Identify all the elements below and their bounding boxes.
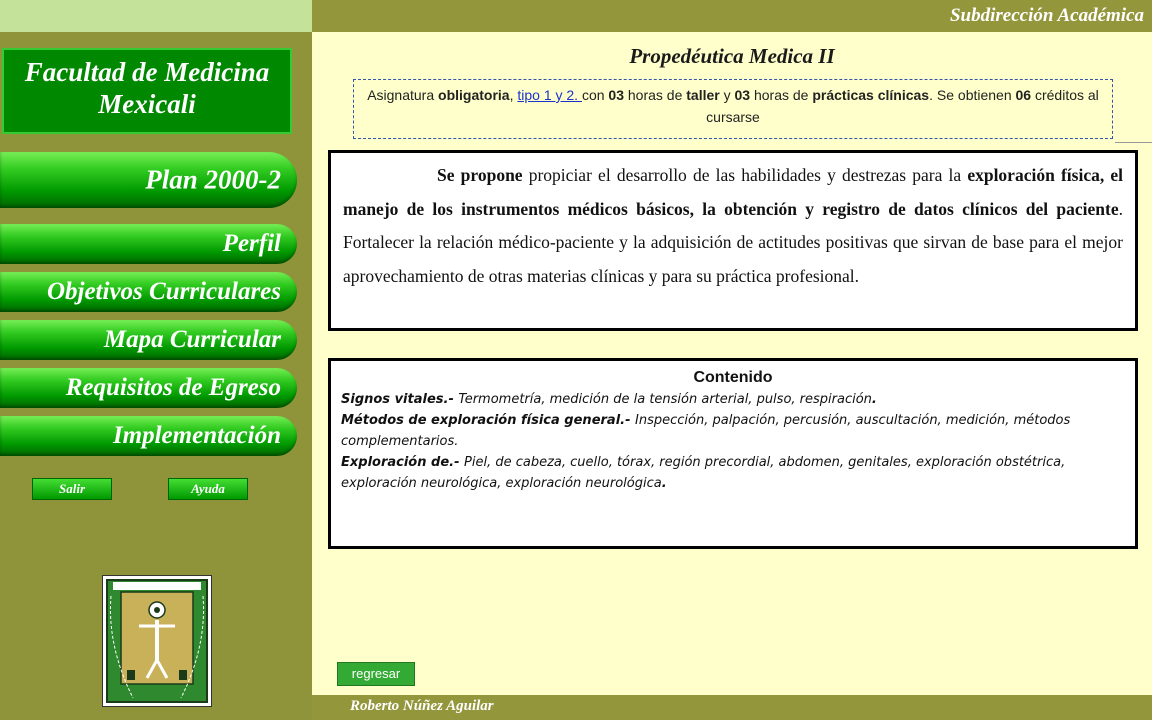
sidebar-item-label: Implementación — [112, 422, 281, 449]
info-bold: prácticas clínicas — [812, 87, 930, 103]
divider — [1115, 142, 1152, 143]
contents-item — [341, 410, 1125, 452]
sidebar-item-requisitos[interactable] — [0, 368, 297, 408]
info-text: , — [509, 87, 518, 103]
info-text: Asignatura — [367, 87, 439, 103]
info-text: créditos al cursarse — [706, 87, 1099, 125]
faculty-title-box — [2, 48, 292, 134]
info-bold: obligatoria — [438, 87, 510, 103]
contents-item — [341, 389, 1125, 410]
type-link[interactable]: tipo 1 y 2. — [517, 87, 582, 103]
info-bold: 06 — [1015, 87, 1032, 103]
faculty-title-line2: Mexicali — [98, 89, 196, 119]
info-text: . Se obtienen — [929, 87, 1016, 103]
sidebar-item-label: Perfil — [222, 230, 281, 257]
seal-graphic — [103, 576, 211, 706]
footer-author: Roberto Núñez Aguilar — [350, 698, 494, 714]
plan-button[interactable] — [0, 152, 297, 208]
info-text: horas de — [624, 87, 687, 103]
header-org: Subdirección Académica — [949, 5, 1144, 26]
info-text: y — [719, 87, 735, 103]
sidebar-item-perfil[interactable] — [0, 224, 297, 264]
course-description — [328, 150, 1138, 331]
back-button[interactable]: regresar — [337, 662, 415, 686]
header-bar — [312, 0, 1152, 32]
page-title: Propedéutica Medica II — [629, 44, 835, 68]
exit-button[interactable]: Salir — [32, 478, 112, 500]
contents-item-text: Inspección, palpación, percusión, auscultación, medición, métodos complementarios. — [341, 413, 1071, 449]
description-bold: exploración física, el manejo de los instrumentos médicos básicos, la obtención y registro de datos clínicos del paciente — [343, 165, 1123, 219]
contents-item-title: Signos vitales.- — [341, 392, 459, 407]
info-text: con — [581, 87, 609, 103]
faculty-title — [4, 56, 290, 120]
course-info — [353, 79, 1113, 139]
sidebar-item-objetivos[interactable] — [0, 272, 297, 312]
contents-heading: Contenido — [693, 369, 773, 386]
contents-item-title: Exploración de.- — [341, 455, 464, 470]
contents-item-end: . — [661, 476, 667, 491]
course-contents — [328, 358, 1138, 549]
main-content — [312, 32, 1152, 695]
contents-item-title: Métodos de exploración física general.- — [341, 413, 636, 428]
contents-item-end: . — [871, 392, 877, 407]
faculty-title-line1: Facultad de Medicina — [24, 57, 270, 87]
top-left-accent — [0, 0, 312, 32]
contents-item — [341, 452, 1125, 494]
university-seal-logo — [102, 575, 212, 707]
plan-label: Plan 2000-2 — [145, 164, 281, 195]
info-text: horas de — [750, 87, 813, 103]
footer-bar — [312, 695, 1152, 720]
sidebar-item-implementacion[interactable] — [0, 416, 297, 456]
help-button[interactable]: Ayuda — [168, 478, 248, 500]
description-text: . Fortalecer la relación médico-paciente y la adquisición de actitudes positivas que sirvan de base para el mejor aprovechamiento de otras materias clínicas y para su práctica profesional. — [343, 198, 1123, 286]
info-bold: taller — [686, 87, 720, 103]
info-bold: 03 — [608, 87, 624, 103]
contents-item-text: Termometría, medición de la tensión arterial, pulso, respiración — [458, 392, 872, 407]
sidebar-item-label: Requisitos de Egreso — [65, 374, 281, 401]
sidebar-item-label: Objetivos Curriculares — [46, 278, 281, 305]
description-text: propiciar el desarrollo de las habilidades y destrezas para la — [522, 165, 968, 185]
sidebar-item-mapa[interactable] — [0, 320, 297, 360]
contents-item-text: Piel, de cabeza, cuello, tórax, región precordial, abdomen, genitales, exploración obstétrica, exploración neurológica, exploración neurológica — [341, 455, 1066, 491]
description-lead: Se propone — [437, 165, 523, 185]
info-bold: 03 — [734, 87, 751, 103]
sidebar-item-label: Mapa Curricular — [103, 326, 281, 353]
